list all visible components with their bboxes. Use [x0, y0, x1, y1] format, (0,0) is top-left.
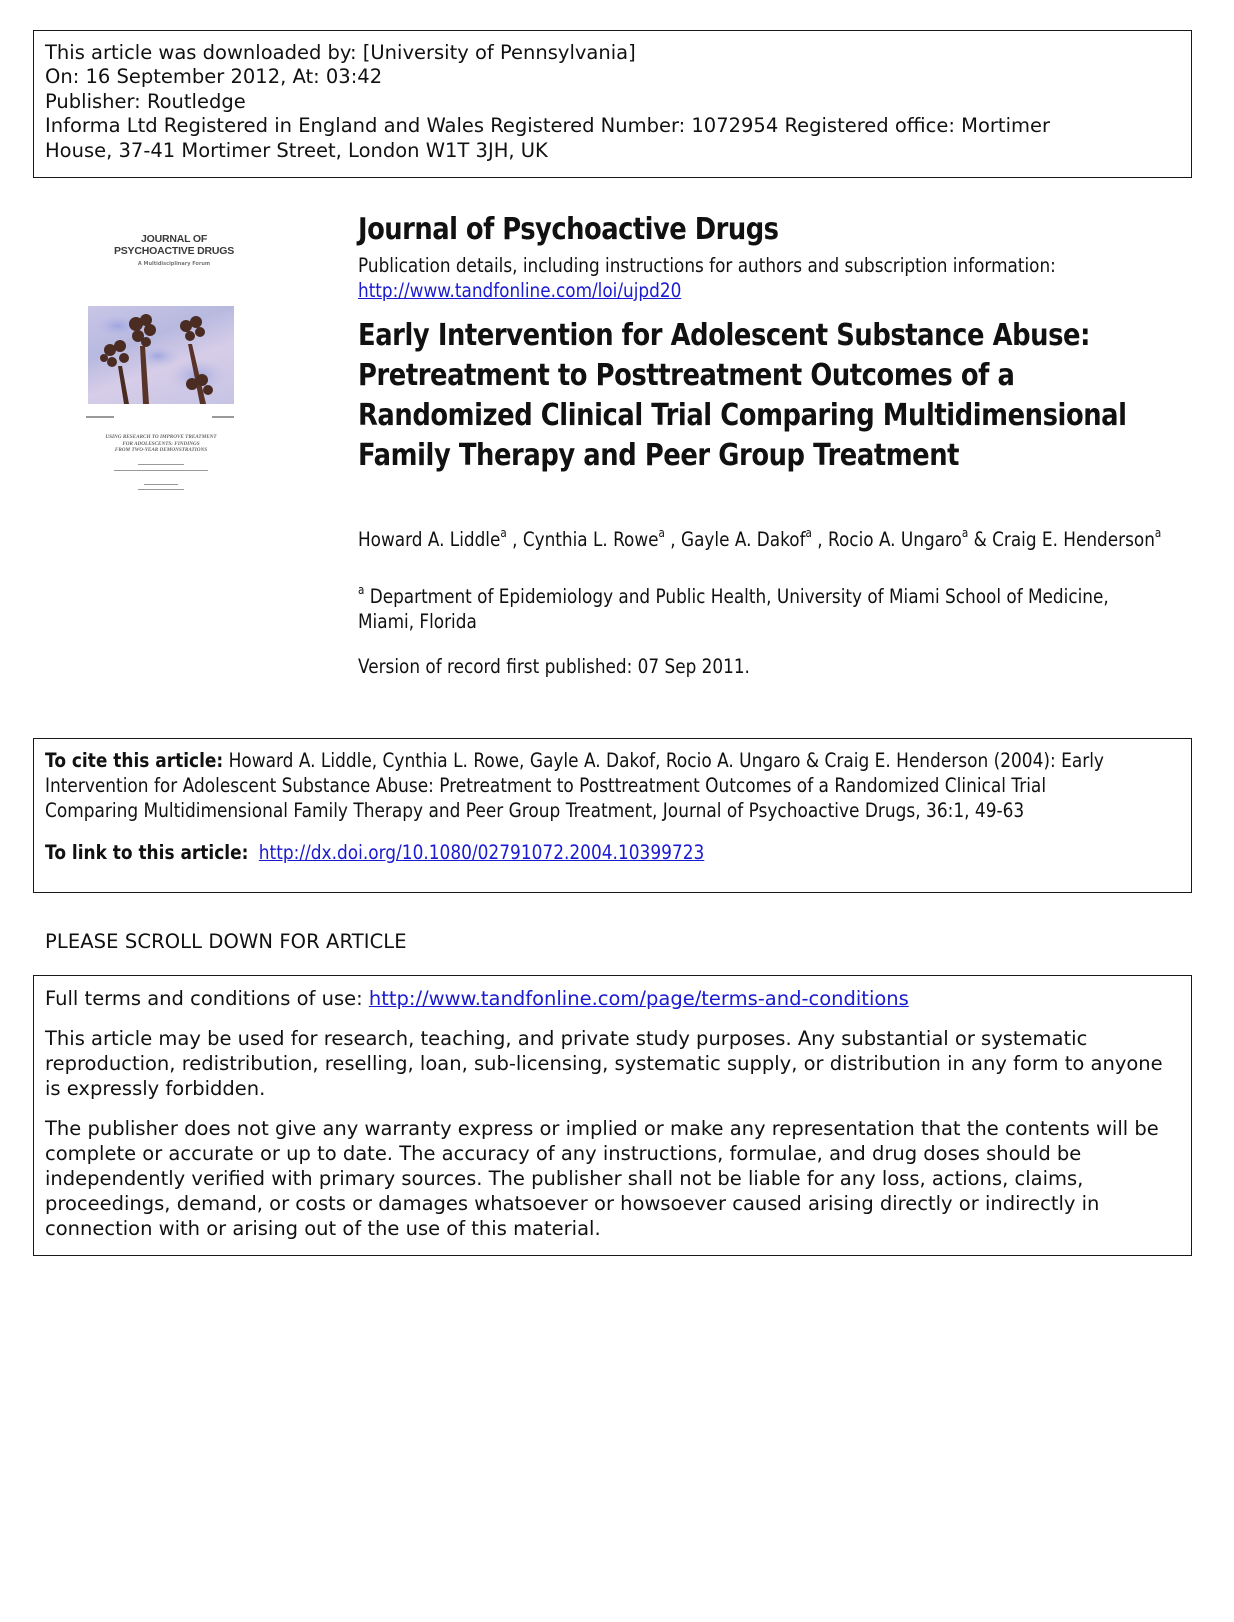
affiliation-marker: a [805, 526, 812, 540]
article-link-row [45, 841, 1042, 864]
author-affiliation: $^a$ Department of Epidemiology and Public Health, University of Miami School of Medicine, Miami, Florida [358, 583, 1109, 633]
terms-link-row [45, 986, 1180, 1011]
journal-cover-image [66, 212, 282, 504]
doi-link[interactable]: http://dx.doi.org/10.1080/02791072.2004.10399723 [258, 841, 705, 864]
registration-text-1: Informa Ltd Registered in England and Wales Registered Number: 1072954 Registered office: Mortimer [45, 114, 1050, 138]
cover-rule-right [212, 416, 234, 418]
cover-editor-line-2 [114, 470, 208, 471]
registration-text-2: House, 37-41 Mortimer Street, London W1T 3JH, UK [45, 138, 548, 162]
author-name: Cynthia L. Rowe [522, 528, 659, 551]
author-name: Rocio A. Ungaro [828, 528, 962, 551]
terms-usage-paragraph: This article may be used for research, teaching, and private study purposes. Any substantial or systematic reproduction, redistribution, reselling, loan, sub-licensing, systematic supply, or distribution in any form to anyone is expressly forbidden. [45, 1027, 1163, 1100]
author-name: Gayle A. Dakof [681, 528, 806, 551]
cover-issue-text: USING RESEARCH TO IMPROVE TREATMENT FOR ADOLESCENTS: FINDINGS FROM TWO-YEAR DEMONSTRATIONS [105, 434, 217, 453]
terms-disclaimer-paragraph: The publisher does not give any warranty express or implied or make any representation that the contents will be complete or accurate or up to date. The accuracy of any instructions, formulae, and drug doses should be independently verified with primary sources. The publisher shall not be liable for any loss, actions, claims, proceedings, demand, or costs or damages whatsoever or howsoever caused arising directly or indirectly in connection with or arising out of the use of this material. [45, 1117, 1159, 1240]
downloaded-by-text: This article was downloaded by: [University of Pennsylvania] [45, 41, 636, 64]
terms-label: Full terms and conditions of use: [45, 987, 369, 1010]
cover-title: JOURNAL OF PSYCHOACTIVE DRUGS [113, 233, 235, 257]
cover-editor-line-3 [144, 484, 178, 485]
cover-rule-left [86, 416, 114, 418]
author-list: Howard A. Liddle$^a$ , Cynthia L. Rowe$^a$ , Gayle A. Dakof$^a$ , Rocio A. Ungaro$^a$ & Craig E. Henderson$^a$ [358, 526, 1162, 551]
affiliation-marker: a [500, 526, 507, 540]
affiliation-marker: a [961, 526, 969, 540]
author-name: Howard A. Liddle [358, 528, 501, 551]
citation-text [45, 748, 1141, 823]
journal-link[interactable]: http://www.tandfonline.com/loi/ujpd20 [358, 279, 682, 302]
affiliation-marker: a [658, 526, 665, 540]
download-date-text: On: 16 September 2012, At: 03:42 [45, 65, 383, 89]
version-of-record-text: Version of record first published: 07 Sep 2011. [358, 655, 750, 678]
affiliation-marker: a [358, 583, 365, 597]
cite-label: To cite this article: [45, 749, 224, 772]
cover-subtitle: A Multidisciplinary Forum [137, 261, 211, 267]
tree-illustration-icon [88, 306, 234, 404]
author-name: Craig E. Henderson [992, 528, 1155, 551]
citation-body: Howard A. Liddle, Cynthia L. Rowe, Gayle A. Dakof, Rocio A. Ungaro & Craig E. Henderson (2004): Early Intervention for Adolescent Substance Abuse: Pretreatment to Posttreatment Outcomes of a Randomized Clinical Trial Comparing Multidimensional Family Therapy and Peer Group Treatment, Journal of Psychoactive Drugs, 36:1, 49-63 [45, 749, 1104, 822]
cover-editor-line-4 [138, 489, 184, 490]
citation-box [33, 738, 1192, 893]
terms-box [33, 975, 1192, 1256]
download-notice-box [33, 30, 1192, 178]
affiliation-marker: a [1154, 526, 1162, 540]
publisher-text: Publisher: Routledge [45, 89, 246, 113]
cover-photo [88, 306, 234, 404]
link-label: To link to this article: [45, 841, 249, 864]
journal-title: Journal of Psychoactive Drugs [358, 212, 779, 247]
article-title: Early Intervention for Adolescent Substance Abuse: Pretreatment to Posttreatment Outcomes of a Randomized Clinical Trial Comparing Multidimensional Family Therapy and Peer Group Treatment [358, 318, 1127, 473]
terms-link[interactable]: http://www.tandfonline.com/page/terms-and-conditions [368, 987, 909, 1010]
scroll-notice: PLEASE SCROLL DOWN FOR ARTICLE [45, 930, 407, 953]
cover-editor-line [138, 464, 184, 465]
publication-details-text: Publication details, including instructions for authors and subscription information: [358, 254, 1056, 277]
